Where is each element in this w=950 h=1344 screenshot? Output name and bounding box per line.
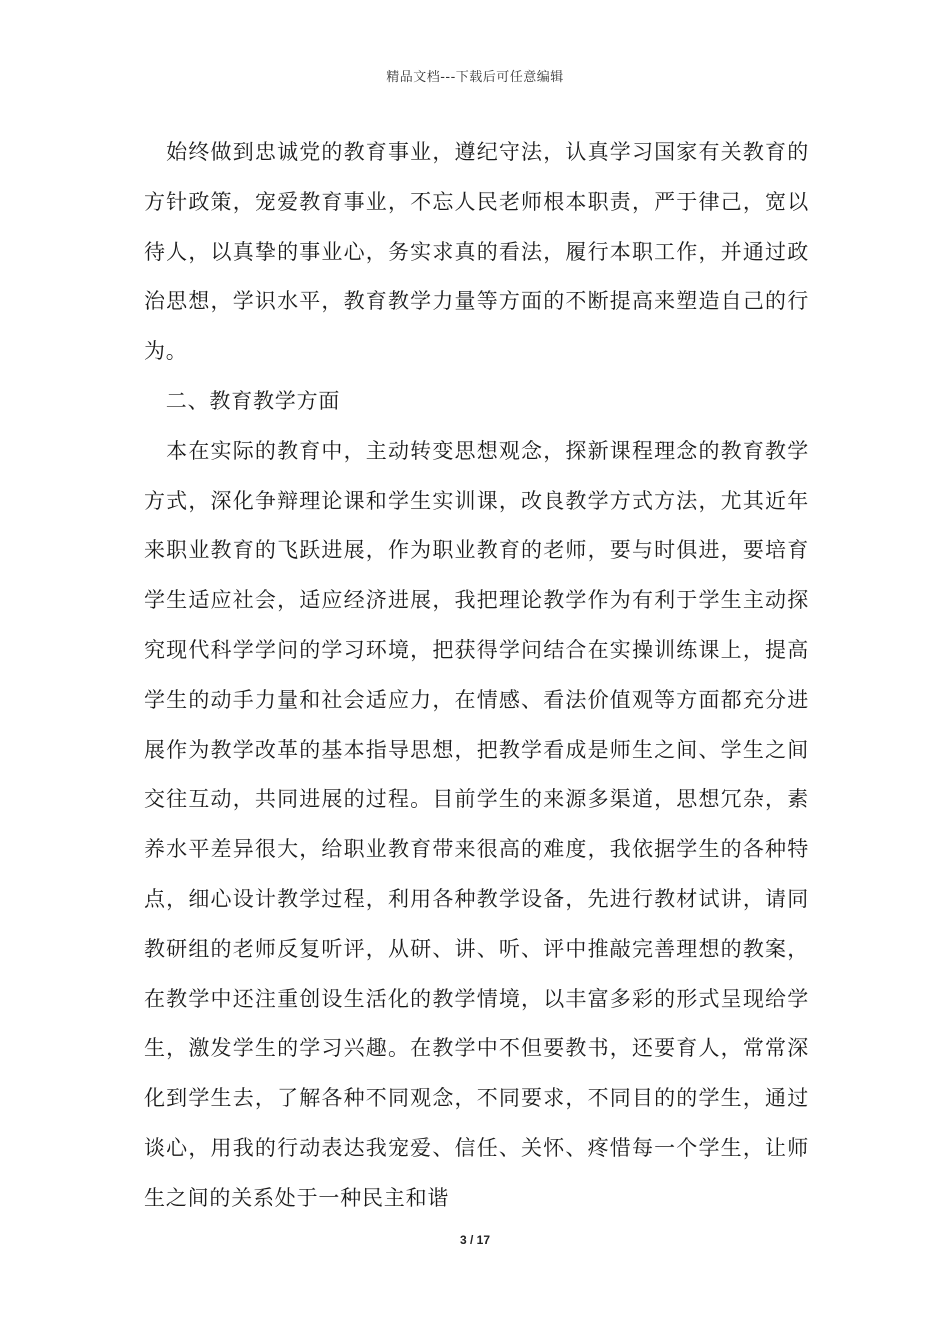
page-number: 3 / 17 [459, 1233, 491, 1247]
paragraph-conduct: 始终做到忠诚党的教育事业，遵纪守法，认真学习国家有关教育的方针政策，宠爱教育事业，不忘人民老师根本职责，严于律己，宽以待人，以真挚的事业心，务实求真的看法，履行本职工作，并通过政治思想，学识水平，教育教学力量等方面的不断提高来塑造自己的行为。 [144, 140, 809, 364]
section-heading-teaching: 二、教育教学方面 [144, 388, 341, 413]
document-body [144, 128, 809, 1224]
paragraph-teaching: 本在实际的教育中，主动转变思想观念，探新课程理念的教育教学方式，深化争辩理论课和学生实训课，改良教学方式方法，尤其近年来职业教育的飞跃进展，作为职业教育的老师，要与时俱进，要培育学生适应社会，适应经济进展，我把理论教学作为有利于学生主动探究现代科学学问的学习环境，把获得学问结合在实操训练课上，提高学生的动手力量和社会适应力，在情感、看法价值观等方面都充分进展作为教学改革的基本指导思想，把教学看成是师生之间、学生之间交往互动，共同进展的过程。目前学生的来源多渠道，思想冗杂，素养水平差异很大，给职业教育带来很高的难度，我依据学生的各种特点，细心设计教学过程，利用各种教学设备，先进行教材试讲，请同教研组的老师反复听评，从研、讲、听、评中推敲完善理想的教案，在教学中还注重创设生活化的教学情境，以丰富多彩的形式呈现给学生，激发学生的学习兴趣。在教学中不但要教书，还要育人，常常深化到学生去，了解各种不同观念，不同要求，不同目的的学生，通过谈心，用我的行动表达我宠爱、信任、关怀、疼惜每一个学生，让师生之间的关系处于一种民主和谐 [144, 438, 809, 1210]
document-header: 精品文档---下载后可任意编辑 [386, 70, 564, 85]
